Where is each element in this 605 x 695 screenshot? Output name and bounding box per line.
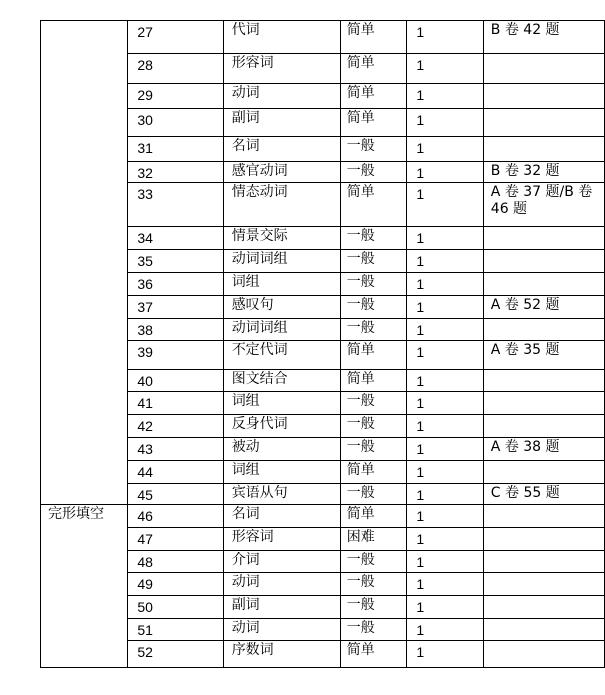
question-number-cell: 35	[128, 250, 223, 273]
difficulty-cell: 简单	[340, 109, 407, 137]
question-number-cell: 42	[128, 415, 223, 438]
source-note-cell	[483, 505, 604, 528]
question-number-cell: 47	[128, 528, 223, 551]
question-number-cell: 49	[128, 573, 223, 596]
question-number-cell: 52	[128, 641, 223, 668]
difficulty-cell: 一般	[340, 619, 407, 641]
knowledge-point-cell: 介词	[223, 551, 340, 573]
question-number-cell: 39	[128, 341, 223, 370]
knowledge-point-cell: 动词	[223, 573, 340, 596]
knowledge-point-cell: 词组	[223, 273, 340, 296]
question-number-cell: 34	[128, 227, 223, 250]
difficulty-cell: 一般	[340, 415, 407, 438]
difficulty-cell: 一般	[340, 273, 407, 296]
knowledge-point-cell: 动词词组	[223, 319, 340, 341]
question-number-cell: 44	[128, 461, 223, 484]
question-number-cell: 32	[128, 162, 223, 183]
knowledge-point-cell: 情态动词	[223, 183, 340, 227]
knowledge-point-cell: 不定代词	[223, 341, 340, 370]
knowledge-point-cell: 名词	[223, 137, 340, 162]
difficulty-cell: 一般	[340, 296, 407, 319]
section-cell-empty	[41, 21, 128, 505]
knowledge-point-cell: 宾语从句	[223, 484, 340, 505]
question-number-cell: 37	[128, 296, 223, 319]
question-number-cell: 28	[128, 54, 223, 84]
difficulty-cell: 简单	[340, 54, 407, 84]
knowledge-point-cell: 感叹句	[223, 296, 340, 319]
difficulty-cell: 一般	[340, 319, 407, 341]
difficulty-cell: 一般	[340, 438, 407, 461]
score-cell: 1	[407, 415, 483, 438]
knowledge-point-cell: 动词词组	[223, 250, 340, 273]
difficulty-cell: 一般	[340, 137, 407, 162]
score-cell: 1	[407, 227, 483, 250]
difficulty-cell: 一般	[340, 484, 407, 505]
source-note-cell	[483, 619, 604, 641]
source-note-cell	[483, 109, 604, 137]
question-number-cell: 30	[128, 109, 223, 137]
source-note-cell: A 卷 38 题	[483, 438, 604, 461]
score-cell: 1	[407, 250, 483, 273]
source-note-cell	[483, 319, 604, 341]
difficulty-cell: 简单	[340, 370, 407, 392]
difficulty-cell: 一般	[340, 596, 407, 619]
question-number-cell: 36	[128, 273, 223, 296]
source-note-cell	[483, 551, 604, 573]
difficulty-cell: 简单	[340, 461, 407, 484]
question-number-cell: 40	[128, 370, 223, 392]
score-cell: 1	[407, 461, 483, 484]
source-note-cell	[483, 250, 604, 273]
knowledge-point-cell: 感官动词	[223, 162, 340, 183]
score-cell: 1	[407, 21, 483, 54]
score-cell: 1	[407, 392, 483, 415]
difficulty-cell: 困难	[340, 528, 407, 551]
question-number-cell: 38	[128, 319, 223, 341]
score-cell: 1	[407, 54, 483, 84]
score-cell: 1	[407, 273, 483, 296]
difficulty-cell: 一般	[340, 392, 407, 415]
source-note-cell	[483, 415, 604, 438]
table-row	[41, 505, 605, 528]
knowledge-point-cell: 名词	[223, 505, 340, 528]
source-note-cell	[483, 528, 604, 551]
source-note-cell	[483, 392, 604, 415]
score-cell: 1	[407, 573, 483, 596]
section-label-cell: 完形填空	[41, 505, 128, 668]
knowledge-point-cell: 序数词	[223, 641, 340, 668]
table-row	[41, 21, 605, 54]
score-cell: 1	[407, 370, 483, 392]
source-note-cell	[483, 596, 604, 619]
knowledge-point-cell: 图文结合	[223, 370, 340, 392]
score-cell: 1	[407, 641, 483, 668]
difficulty-cell: 一般	[340, 250, 407, 273]
difficulty-cell: 简单	[340, 505, 407, 528]
difficulty-cell: 一般	[340, 227, 407, 250]
score-cell: 1	[407, 319, 483, 341]
source-note-cell	[483, 84, 604, 109]
score-cell: 1	[407, 505, 483, 528]
source-note-cell	[483, 273, 604, 296]
source-note-cell: A 卷 52 题	[483, 296, 604, 319]
knowledge-point-cell: 形容词	[223, 54, 340, 84]
source-note-cell	[483, 573, 604, 596]
source-note-cell: A 卷 35 题	[483, 341, 604, 370]
source-note-cell	[483, 641, 604, 668]
score-cell: 1	[407, 596, 483, 619]
knowledge-point-cell: 副词	[223, 109, 340, 137]
source-note-cell: C 卷 55 题	[483, 484, 604, 505]
source-note-cell	[483, 370, 604, 392]
difficulty-cell: 一般	[340, 162, 407, 183]
score-cell: 1	[407, 109, 483, 137]
question-number-cell: 48	[128, 551, 223, 573]
knowledge-point-cell: 动词	[223, 84, 340, 109]
source-note-cell	[483, 54, 604, 84]
question-number-cell: 31	[128, 137, 223, 162]
question-number-cell: 41	[128, 392, 223, 415]
knowledge-point-cell: 词组	[223, 461, 340, 484]
score-cell: 1	[407, 296, 483, 319]
difficulty-cell: 简单	[340, 641, 407, 668]
knowledge-point-cell: 代词	[223, 21, 340, 54]
score-cell: 1	[407, 528, 483, 551]
source-note-cell: B 卷 32 题	[483, 162, 604, 183]
score-cell: 1	[407, 341, 483, 370]
knowledge-point-cell: 反身代词	[223, 415, 340, 438]
knowledge-point-cell: 情景交际	[223, 227, 340, 250]
source-note-cell: B 卷 42 题	[483, 21, 604, 54]
question-number-cell: 33	[128, 183, 223, 227]
difficulty-cell: 简单	[340, 183, 407, 227]
source-note-cell: A 卷 37 题/B 卷 46 题	[483, 183, 604, 227]
question-number-cell: 46	[128, 505, 223, 528]
score-cell: 1	[407, 551, 483, 573]
source-note-cell	[483, 137, 604, 162]
score-cell: 1	[407, 84, 483, 109]
source-note-cell	[483, 227, 604, 250]
table-body	[41, 21, 605, 668]
difficulty-cell: 一般	[340, 551, 407, 573]
score-cell: 1	[407, 484, 483, 505]
score-cell: 1	[407, 137, 483, 162]
question-number-cell: 29	[128, 84, 223, 109]
score-cell: 1	[407, 183, 483, 227]
source-note-cell	[483, 461, 604, 484]
knowledge-point-cell: 词组	[223, 392, 340, 415]
score-cell: 1	[407, 438, 483, 461]
question-number-cell: 45	[128, 484, 223, 505]
difficulty-cell: 一般	[340, 573, 407, 596]
analysis-table	[40, 20, 605, 668]
knowledge-point-cell: 动词	[223, 619, 340, 641]
difficulty-cell: 简单	[340, 84, 407, 109]
question-number-cell: 51	[128, 619, 223, 641]
difficulty-cell: 简单	[340, 341, 407, 370]
score-cell: 1	[407, 619, 483, 641]
knowledge-point-cell: 副词	[223, 596, 340, 619]
score-cell: 1	[407, 162, 483, 183]
difficulty-cell: 简单	[340, 21, 407, 54]
question-number-cell: 43	[128, 438, 223, 461]
knowledge-point-cell: 被动	[223, 438, 340, 461]
question-number-cell: 27	[128, 21, 223, 54]
question-number-cell: 50	[128, 596, 223, 619]
knowledge-point-cell: 形容词	[223, 528, 340, 551]
